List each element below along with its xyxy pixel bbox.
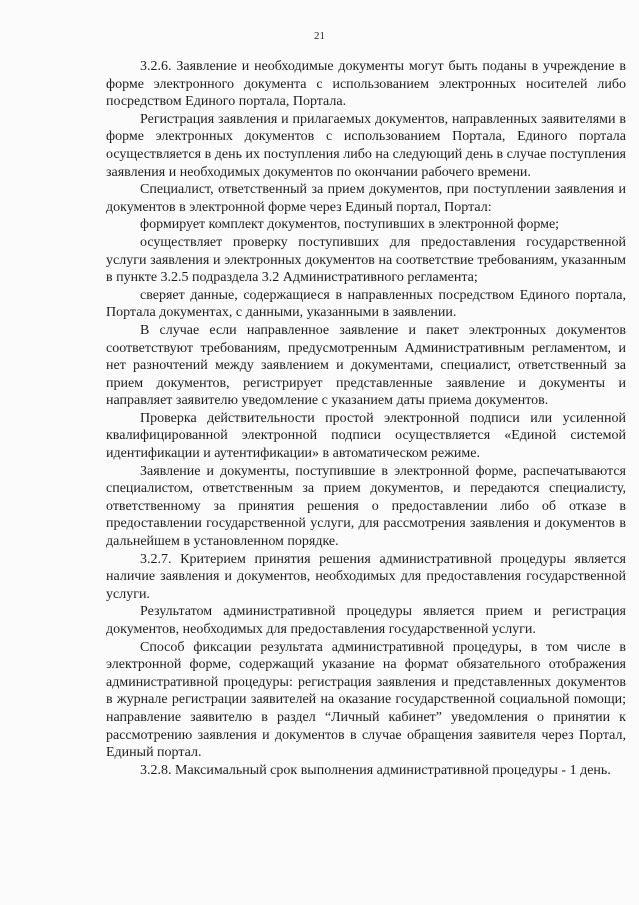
paragraph-printing: Заявление и документы, поступившие в электронной форме, распечатываются специалистом, ответственным за прием документов, и передаются специалисту, ответственному за принятия решения о предоставлении либо об отказе в предоставлении государственной услуги, для рассмотрения заявления и документов в дальнейшем в установленном порядке.: [106, 463, 626, 550]
paragraph-fixation-method: Способ фиксации результата административной процедуры, в том числе в электронной форме, содержащий указание на формат обязательного отображения административной процедуры: регистрация заявления и представленных документов в журнале регистрации заявителей на оказание государственной социальной помощи; направление заявителю в раздел “Личный кабинет” уведомления о принятии к рассмотрению заявления и документов в случае обращения заявителя через Портал, Единый портал.: [106, 639, 626, 761]
paragraph-if-requirements-met: В случае если направленное заявление и пакет электронных документов соответствуют требованиям, предусмотренным Административным регламентом, и нет разночтений между заявлением и документами, специалист, ответственный за прием документов, регистрирует представленные заявление и документы и направляет заявителю уведомление с указанием даты приема документов.: [106, 322, 626, 409]
list-item-forms-set: формирует комплект документов, поступивших в электронной форме;: [140, 217, 560, 233]
paragraph-specialist: Специалист, ответственный за прием документов, при поступлении заявления и документов в электронной форме через Единый портал, Портал:: [106, 182, 626, 215]
page-number: 21: [314, 30, 325, 42]
paragraph-3-2-6: 3.2.6. Заявление и необходимые документы могут быть поданы в учреждение в форме электронного документа с использованием электронных носителей либо посредством Единого портала, Портала.: [106, 59, 626, 110]
paragraph-3-2-7: 3.2.7. Критерием принятия решения административной процедуры является наличие заявления и документов, необходимых для предоставления государственной услуги.: [106, 551, 626, 602]
list-item-checks: осуществляет проверку поступивших для предоставления государственной услуги заявления и электронных документов на соответствие требованиям, указанным в пункте 3.2.5 подраздела 3.2 Административного регламента;: [106, 234, 626, 286]
paragraph-registration: Регистрация заявления и прилагаемых документов, направленных заявителями в форме электронных документов с использованием Портала, Единого портала осуществляется в день их поступления либо на следующий день в случае поступления заявления и необходимых документов по окончании рабочего времени.: [106, 111, 626, 180]
paragraph-3-2-8: 3.2.8. Максимальный срок выполнения административной процедуры - 1 день.: [140, 762, 611, 778]
document-body: [106, 58, 626, 779]
list-item-compares: сверяет данные, содержащиеся в направленных посредством Единого портала, Портала документах, с данными, указанными в заявлении.: [106, 287, 626, 321]
paragraph-result: Результатом административной процедуры является прием и регистрация документов, необходимых для предоставления государственной услуги.: [106, 604, 626, 637]
paragraph-signature-check: Проверка действительности простой электронной подписи или усиленной квалифицированной электронной подписи осуществляется «Единой системой идентификации и аутентификации» в автоматическом режиме.: [106, 410, 626, 462]
